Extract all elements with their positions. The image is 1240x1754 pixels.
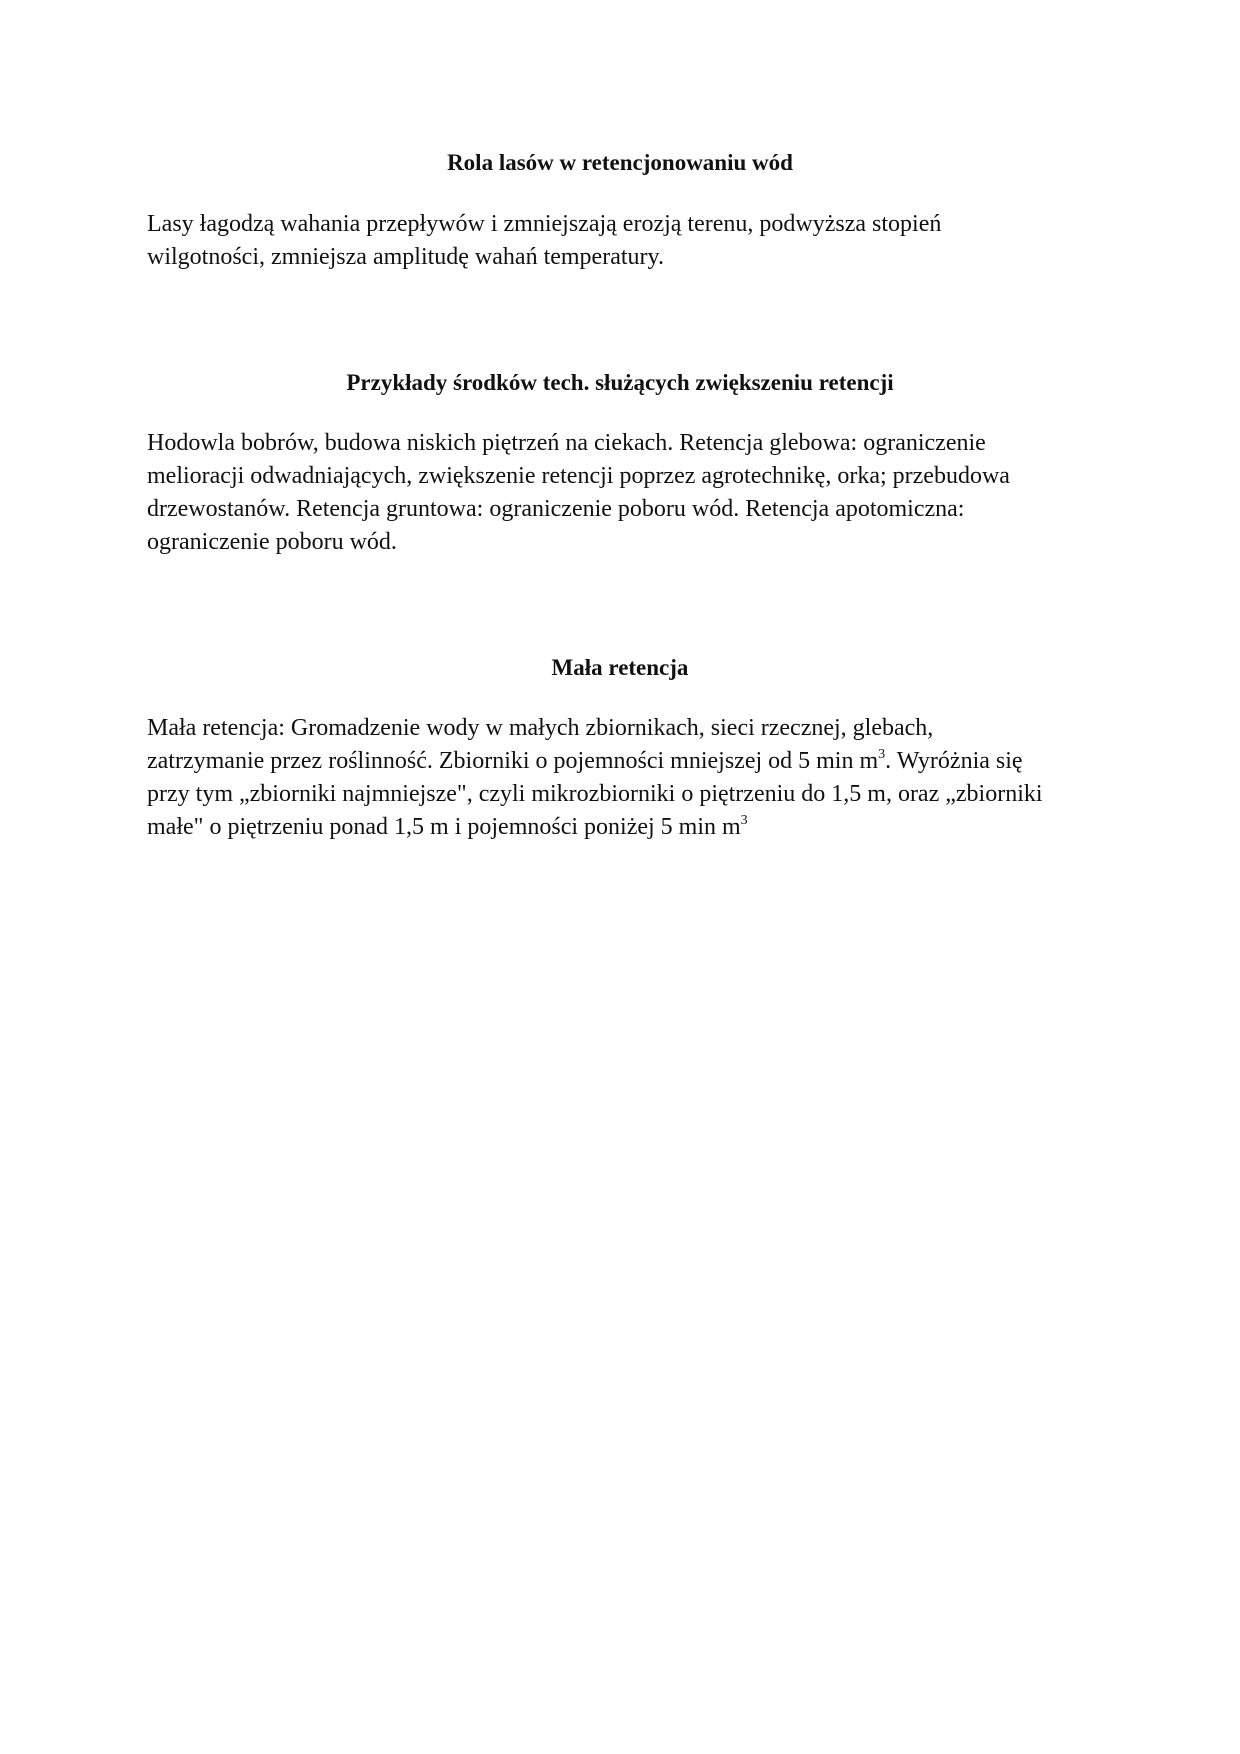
text-line: Hodowla bobrów, budowa niskich piętrzeń na ciekach. Retencja glebowa: ograniczenie: [147, 430, 986, 456]
text-line: Mała retencja: Gromadzenie wody w małych zbiornikach, sieci rzecznej, glebach,: [147, 715, 934, 741]
text-line: przy tym „zbiorniki najmniejsze", czyli mikrozbiorniki o piętrzeniu do 1,5 m, oraz „zbiorniki: [147, 781, 1043, 807]
text-run: małe" o piętrzeniu ponad 1,5 m i pojemności poniżej 5 min m: [147, 814, 741, 840]
text-line: wilgotności, zmniejsza amplitudę wahań temperatury.: [147, 244, 664, 270]
paragraph: [147, 208, 941, 274]
text-line: drzewostanów. Retencja gruntowa: ograniczenie poboru wód. Retencja apotomiczna:: [147, 496, 965, 522]
section-heading: Mała retencja: [551, 655, 689, 680]
superscript: 3: [740, 813, 748, 828]
text-line: melioracji odwadniających, zwiększenie retencji poprzez agrotechnikę, orka; przebudowa: [147, 463, 1010, 489]
text-line: [147, 745, 1043, 778]
text-run: . Wyróżnia się: [885, 748, 1023, 774]
text-line: Lasy łagodzą wahania przepływów i zmniejszają erozją terenu, podwyższa stopień: [147, 211, 942, 237]
text-line: [147, 811, 1043, 844]
paragraph: [147, 427, 1010, 559]
text-line: ograniczenie poboru wód.: [147, 529, 397, 555]
section-heading: Przykłady środków tech. służących zwiększeniu retencji: [346, 370, 894, 395]
superscript: 3: [878, 747, 886, 762]
section-heading: Rola lasów w retencjonowaniu wód: [447, 150, 793, 175]
paragraph: [147, 712, 1043, 844]
text-run: zatrzymanie przez roślinność. Zbiorniki o pojemności mniejszej od 5 min m: [147, 748, 879, 774]
